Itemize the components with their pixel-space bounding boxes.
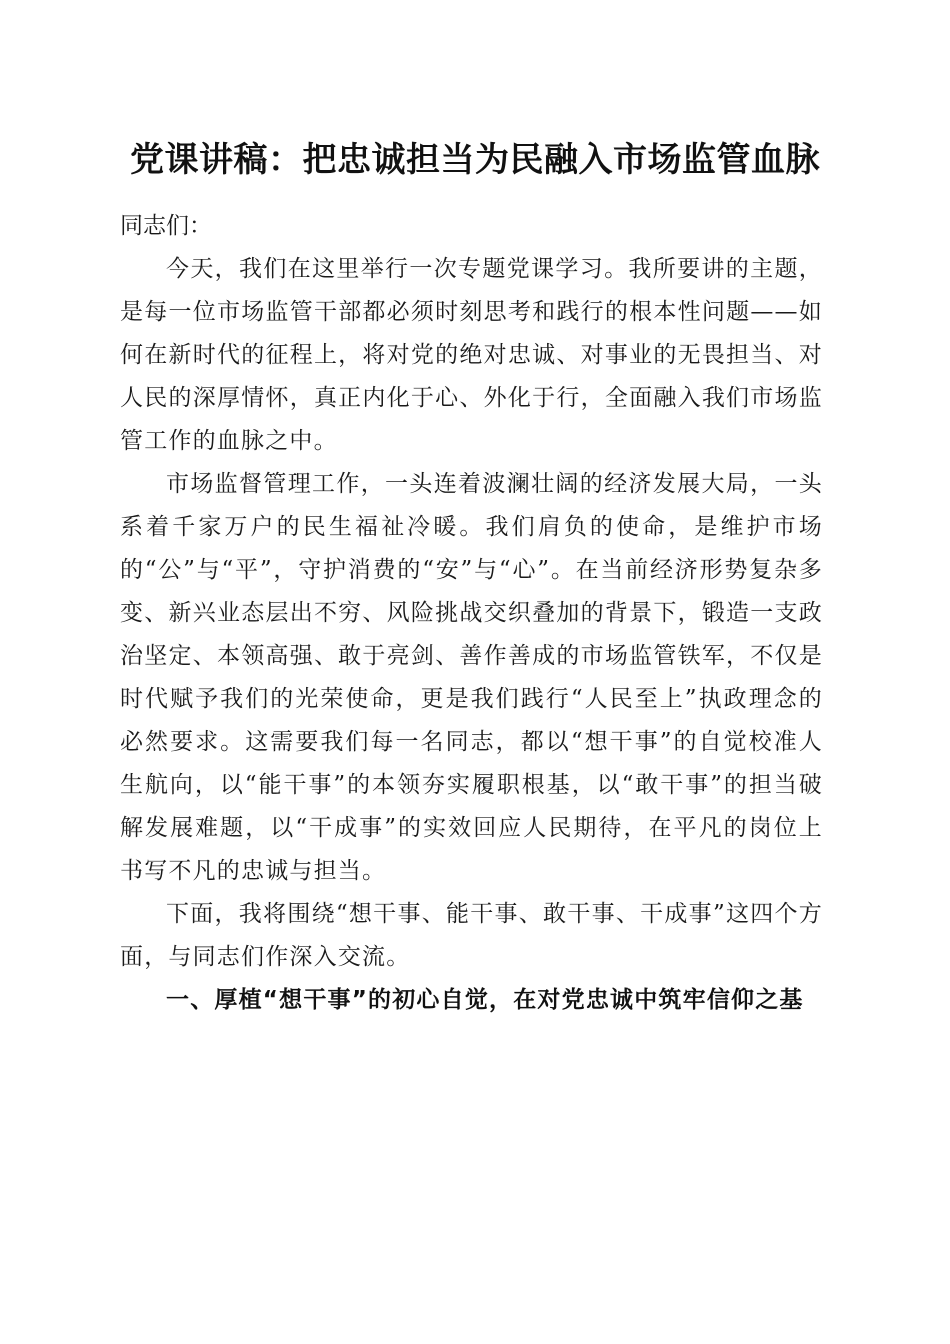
document-title: 党课讲稿：把忠诚担当为民融入市场监管血脉	[130, 140, 820, 180]
salutation: 同志们：	[120, 213, 212, 239]
document-body	[120, 205, 823, 1022]
paragraph-outline: 下面，我将围绕“想干事、能干事、敢干事、干成事”这四个方面，与同志们作深入交流。	[120, 901, 823, 970]
paragraph-mission: 市场监督管理工作，一头连着波澜壮阔的经济发展大局，一头系着千家万户的民生福祉冷暖。我们肩负的使命，是维护市场的“公”与“平”，守护消费的“安”与“心”。在当前经济形势复杂多变、新兴业态层出不穷、风险挑战交织叠加的背景下，锻造一支政治坚定、本领高强、敢于亮剑、善作善成的市场监管铁军，不仅是时代赋予我们的光荣使命，更是我们践行“人民至上”执政理念的必然要求。这需要我们每一名同志，都以“想干事”的自觉校准人生航向，以“能干事”的本领夯实履职根基，以“敢干事”的担当破解发展难题，以“干成事”的实效回应人民期待，在平凡的岗位上书写不凡的忠诚与担当。	[120, 471, 823, 884]
section-heading-1: 一、厚植“想干事”的初心自觉，在对党忠诚中筑牢信仰之基	[166, 987, 804, 1013]
paragraph-intro: 今天，我们在这里举行一次专题党课学习。我所要讲的主题，是每一位市场监管干部都必须时刻思考和践行的根本性问题——如何在新时代的征程上，将对党的绝对忠诚、对事业的无畏担当、对人民的深厚情怀，真正内化于心、外化于行，全面融入我们市场监管工作的血脉之中。	[120, 256, 823, 454]
